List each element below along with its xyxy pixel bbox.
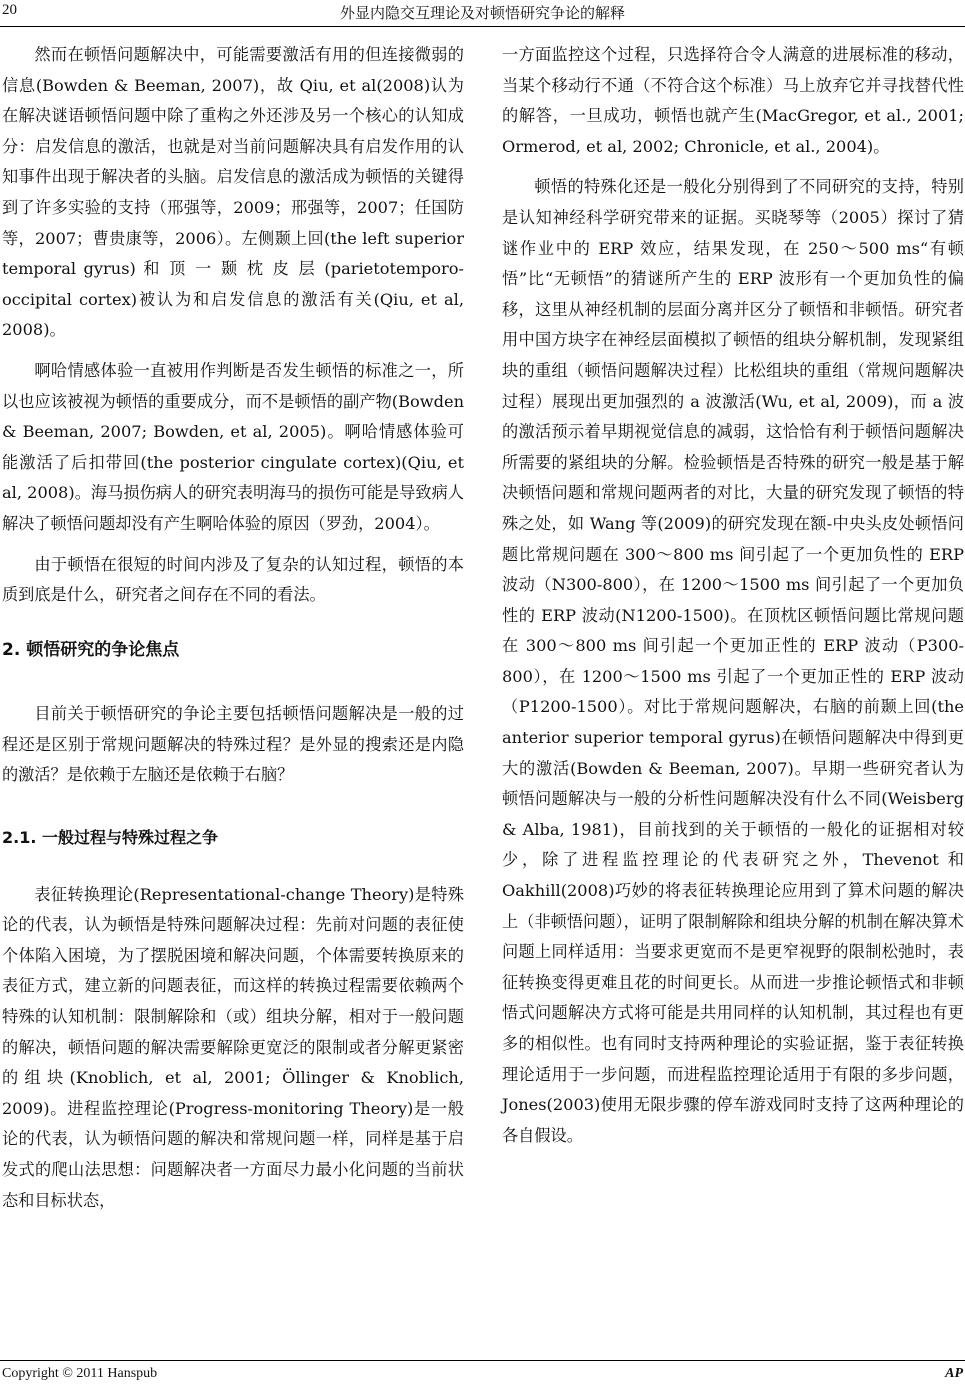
paragraph: 由于顿悟在很短的时间内涉及了复杂的认知过程，顿悟的本质到底是什么，研究者之间存在不同的看法。 bbox=[2, 554, 464, 605]
page-footer bbox=[0, 1360, 965, 1387]
paragraph: 顿悟的特殊化还是一般化分别得到了不同研究的支持，特别是认知神经科学研究带来的证据。买晓琴等（2005）探讨了猜谜作业中的 ERP 效应，结果发现，在 250～500 ms“有顿悟”比“无顿悟”的猜谜所产生的 ERP 波形有一个更加负性的偏移，这里从神经机制的层面分离并区分了顿悟和非顿悟。研究者用中国方块字在神经层面模拟了顿悟的组块分解机制，发现紧组块的重组（顿悟问题解决过程）比松组块的重组（常规问题解决过程）展现出更加强烈的 a 波激活(Wu, et al, 2009)，而 a 波的激活预示着早期视觉信息的减弱，这恰恰有利于顿悟问题解决所需要的紧组块的分解。检验顿悟是否特殊的研究一般是基于解决顿悟问题和常规问题两者的对比，大量的研究发现了顿悟的特殊之处，如 Wang 等(2009)的研究发现在额-中央头皮处顿悟问题比常规问题在 300～800 ms 间引起了一个更加负性的 ERP 波动（N300-800），在 1200～1500 ms 间引起了一个更加负性的 ERP 波动(N1200-1500)。在顶枕区顿悟问题比常规问题在 300～800 ms 间引起一个更加正性的 ERP 波动（P300-800），在 1200～1500 ms 引起了一个更加正性的 ERP 波动（P1200-1500）。对比于常规问题解决，右脑的前颞上回(the anterior superior temporal gyrus)在顿悟问题解决中得到更大的激活(Bowden & Beeman, 2007)。早期一些研究者认为顿悟问题解决与一般的分析性问题解决没有什么不同(Weisberg & Alba, 1981)，目前找到的关于顿悟的一般化的证据相对较少，除了进程监控理论的代表研究之外，Thevenot 和 Oakhill(2008)巧妙的将表征转换理论应用到了算术问题的解决上（非顿悟问题），证明了限制解除和组块分解的机制在解决算术问题上同样适用：当要求更宽而不是更窄视野的限制松弛时，表征转换变得更难且花的时间更长。从而进一步推论顿悟式和非顿悟式问题解决方式将可能是共用同样的认知机制，其过程也有更多的相似性。也有同时支持两种理论的实验证据，鉴于表征转换理论适用于一步问题，而进程监控理论适用于有限的多步问题，Jones(2003)使用无限步骤的停车游戏同时支持了这两种理论的各自假设。 bbox=[502, 177, 964, 1145]
paragraph: 目前关于顿悟研究的争论主要包括顿悟问题解决是一般的过程还是区别于常规问题解决的特殊过程？是外显的搜索还是内隐的激活？是依赖于左脑还是依赖于右脑？ bbox=[2, 704, 464, 785]
left-column bbox=[2, 40, 464, 1216]
paragraph: 然而在顿悟问题解决中，可能需要激活有用的但连接微弱的信息(Bowden & Beeman, 2007)，故 Qiu, et al(2008)认为在解决谜语顿悟问题中除了重构之外还涉及另一个核心的认知成分：启发信息的激活，也就是对当前问题解决具有启发作用的认知事件出现于解决者的头脑。启发信息的激活成为顿悟的关键得到了许多实验的支持（邢强等，2009；邢强等，2007；任国防等，2007；曹贵康等，2006）。左侧颞上回(the left superior temporal gyrus) 和 顶 一 颞 枕 皮 层 (parietotemporo-occipital cortex)被认为和启发信息的激活有关(Qiu, et al, 2008)。 bbox=[2, 45, 464, 340]
copyright-notice: Copyright © 2011 Hanspub bbox=[2, 1366, 158, 1381]
paragraph: 啊哈情感体验一直被用作判断是否发生顿悟的标准之一，所以也应该被视为顿悟的重要成分，而不是顿悟的副产物(Bowden & Beeman, 2007; Bowden, et al, 2005)。啊哈情感体验可能激活了后扣带回(the posterior cingulate cortex)(Qiu, et al, 2008)。海马损伤病人的研究表明海马的损伤可能是导致病人解决了顿悟问题却没有产生啊哈体验的原因（罗劲，2004）。 bbox=[2, 360, 464, 533]
journal-abbreviation: AP bbox=[945, 1366, 963, 1381]
subsection-heading: 2.1. 一般过程与特殊过程之争 bbox=[2, 828, 218, 848]
section-heading: 2. 顿悟研究的争论焦点 bbox=[2, 639, 180, 660]
right-column bbox=[502, 40, 964, 1151]
page-header bbox=[0, 0, 965, 27]
paragraph: 表征转换理论(Representational-change Theory)是特殊论的代表，认为顿悟是特殊问题解决过程：先前对问题的表征使个体陷入困境，为了摆脱困境和解决问题，个体需要转换原来的表征方式，建立新的问题表征，而这样的转换过程需要依赖两个特殊的认知机制：限制解除和（或）组块分解，相对于一般问题的解决，顿悟问题的解决需要解除更宽泛的限制或者分解更紧密的组块(Knoblich, et al, 2001; Öllinger & Knoblich, 2009)。进程监控理论(Progress-monitoring Theory)是一般论的代表，认为顿悟问题的解决和常规问题一样，同样是基于启发式的爬山法思想：问题解决者一方面尽力最小化问题的当前状态和目标状态， bbox=[2, 884, 464, 1210]
paragraph: 一方面监控这个过程，只选择符合令人满意的进展标准的移动，当某个移动行不通（不符合这个标准）马上放弃它并寻找替代性的解答，一旦成功，顿悟也就产生(MacGregor, et al., 2001; Ormerod, et al, 2002; Chronicle, et al., 2004)。 bbox=[502, 45, 964, 156]
running-title: 外显内隐交互理论及对顿悟研究争论的解释 bbox=[339, 4, 625, 22]
page-number: 20 bbox=[2, 2, 17, 18]
